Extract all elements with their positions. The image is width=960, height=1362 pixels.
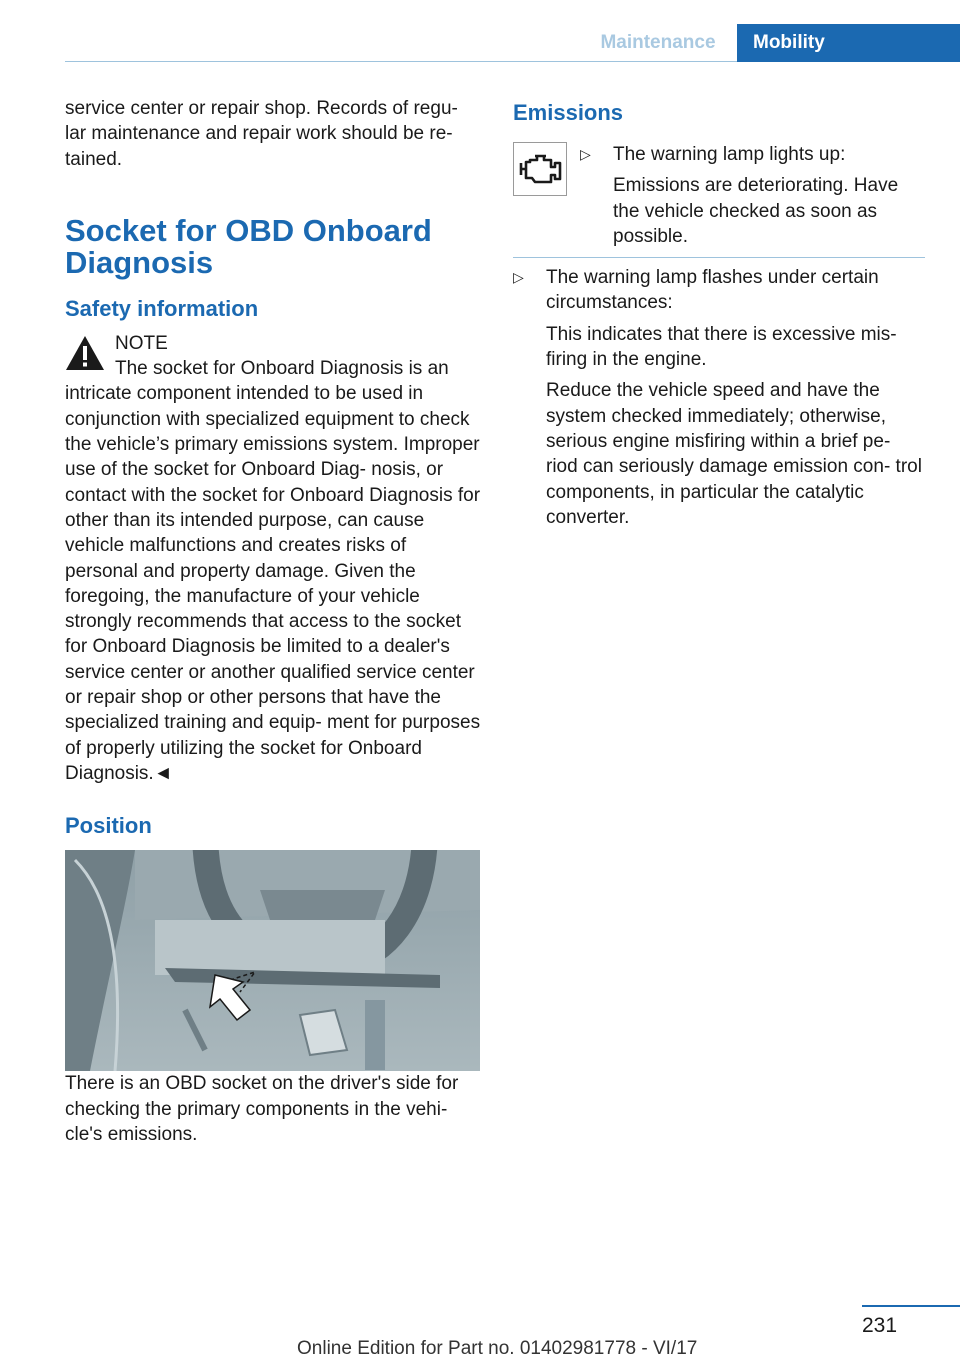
- emissions-list: [513, 265, 925, 530]
- warning-triangle-icon: [65, 335, 105, 371]
- safety-note: [65, 331, 481, 786]
- obd-position-photo: [65, 850, 480, 1071]
- section-title: Socket for OBD Onboard Diagnosis: [65, 212, 432, 280]
- tab-maintenance[interactable]: Maintenance: [600, 32, 716, 53]
- bullet-triangle-icon: ▷: [580, 146, 591, 162]
- item2-detail-1: This indicates that there is excessive mis‐ firing in the engine.: [546, 323, 897, 371]
- intro-text: service center or repair shop. Records of regu‐ lar maintenance and repair work should be re‐ tained.: [65, 98, 458, 170]
- engine-check-icon: [513, 142, 567, 196]
- item2-detail-2: Reduce the vehicle speed and have the system checked immediately; otherwise, serious engine misfiring within a brief pe‐ riod can seriously damage emission con‐ trol components, in particular the catalytic converter.: [546, 380, 922, 528]
- edition-footer: Online Edition for Part no. 01402981778 - VI/17: [297, 1338, 698, 1359]
- left-column: [65, 96, 481, 1147]
- page-number: 231: [862, 1314, 898, 1337]
- emissions-heading: Emissions: [513, 100, 624, 125]
- item2-title: The warning lamp flashes under certain circumstances:: [546, 267, 879, 314]
- list-item: [580, 142, 925, 249]
- position-heading: Position: [65, 813, 152, 839]
- photo-caption: There is an OBD socket on the driver's side for checking the primary components in the vehi‐ cle's emissions.: [65, 1073, 459, 1145]
- right-column: [513, 100, 925, 530]
- page-number-rule: [862, 1305, 960, 1307]
- list-item: [513, 265, 925, 530]
- bullet-triangle-icon: ▷: [513, 269, 524, 286]
- tab-mobility[interactable]: Mobility: [737, 24, 960, 62]
- note-body: intricate component intended to be used in conjunction with specialized equipment to check the vehicle’s primary emissions system. Improper use of the socket for Onboard Diag‐ nosis, or contact with the socket for Onboard Diagnosis for other than its intended purpose, can cause vehicle malfunctions and creates risks of personal and property damage. Given the foregoing, the manufacture of your vehicle strongly recommends that access to the socket for Onboard Diagnosis be limited to a dealer's service center or another qualified service center or repair shop or other persons that have the specialized training and equip‐ ment for purposes of properly utilizing the socket for Onboard Diagnosis.◄: [65, 383, 481, 784]
- item1-detail: Emissions are deteriorating. Have the vehicle checked as soon as possible.: [613, 175, 899, 247]
- note-label: NOTE: [115, 332, 168, 354]
- note-first-line: The socket for Onboard Diagnosis is an: [115, 358, 449, 380]
- separator: [513, 257, 925, 258]
- emissions-indicator-row: [513, 142, 925, 249]
- item1-title: The warning lamp lights up:: [613, 144, 846, 165]
- safety-heading: Safety information: [65, 295, 259, 321]
